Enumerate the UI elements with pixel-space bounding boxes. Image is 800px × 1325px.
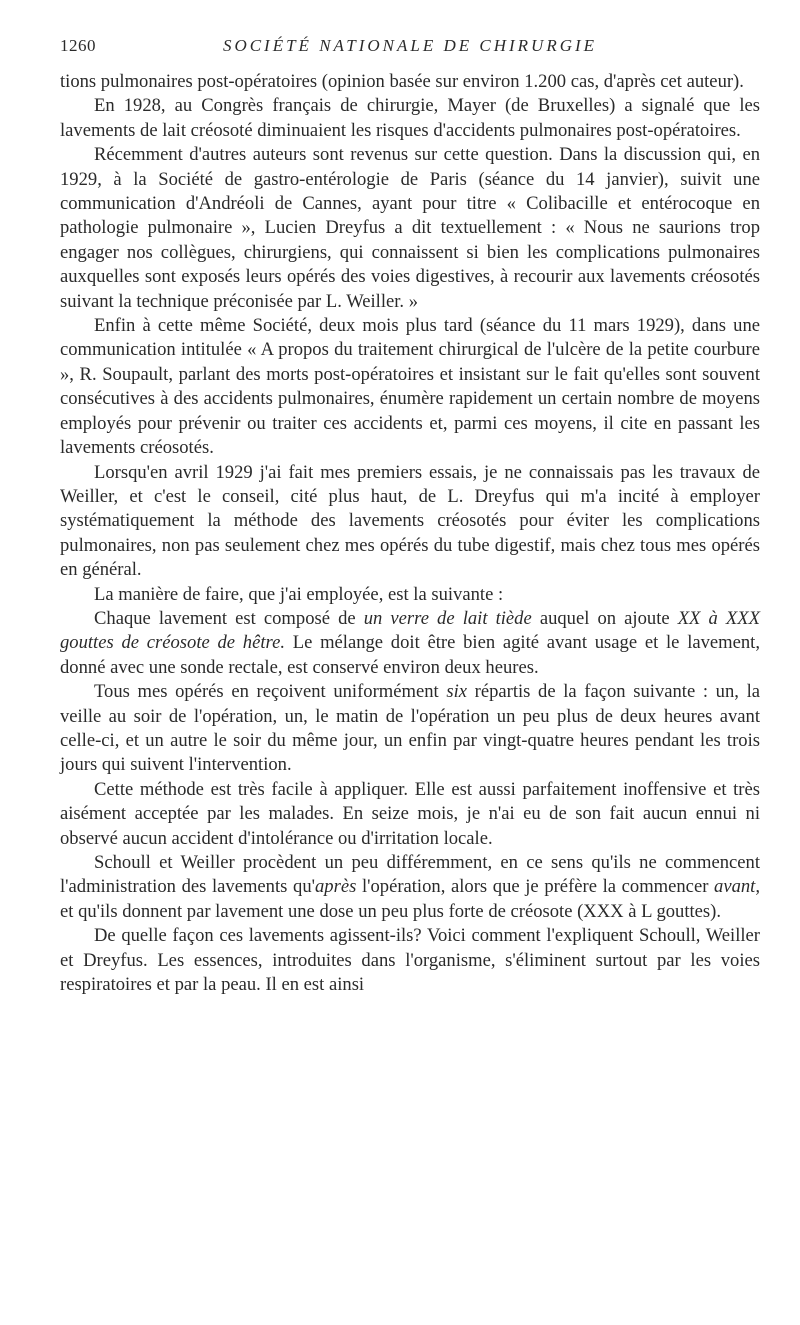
book-page — [60, 36, 760, 997]
paragraph-6: La manière de faire, que j'ai employée, est la suivante : — [94, 583, 504, 605]
paragraph-3: Récemment d'autres auteurs sont revenus sur cette question. Dans la discussion qui, en 1929, à la Société de gastro-entérologie de Paris (séance du 14 janvier), suivit une communication d'Andréoli de Cannes, ayant pour titre « Colibacille et entérocoque en pathologie pulmonaire », Lucien Dreyfus a dit textuellement : « Nous ne saurions trop engager nos collègues, chirurgiens, qui connaissent si bien les complications pulmonaires auxquelles sont exposés leurs opérés des voies digestives, à recourir aux lavements créosotés suivant la technique préconisée par L. Weiller. » — [60, 144, 760, 312]
paragraph-7-part-3: Le mélange doit être bien agité avant usage et le lavement, donné avec une sonde rectale, est conservé environ deux heures. — [60, 632, 760, 678]
paragraph-11: De quelle façon ces lavements agissent-ils? Voici comment l'expliquent Schoull, Weiller et Dreyfus. Les essences, introduites dans l'organisme, s'éliminent surtout par les voies respiratoires et par la peau. Il en est ainsi — [60, 925, 760, 996]
paragraph-10-part-1: Schoull et Weiller procèdent un peu différemment, en ce sens qu'ils ne commencent l'administration des lavements qu' — [60, 852, 760, 898]
paragraph-10 — [60, 851, 760, 924]
paragraph-10-part-3: et qu'ils donnent par lavement une dose un peu plus forte de créosote (XXX à L gouttes). — [60, 900, 722, 922]
paragraph-4: Enfin à cette même Société, deux mois plus tard (séance du 11 mars 1929), dans une communication intitulée « A propos du traitement chirurgical de l'ulcère de la petite courbure », R. Soupault, parlant des morts post-opératoires et insistant sur le fait qu'elles sont souvent consécutives à des accidents pulmonaires, énumère rapidement un certain nombre de moyens employés pour prévenir ou traiter ces accidents et, parmi ces moyens, il cite en passant les lavements créosotés. — [60, 315, 760, 459]
paragraph-1: tions pulmonaires post-opératoires (opinion basée sur environ 1.200 cas, d'après cet auteur). — [60, 71, 744, 92]
paragraph-7-emphasis-1: un verre de lait tiède — [363, 607, 532, 629]
paragraph-9: Cette méthode est très facile à appliquer. Elle est aussi parfaitement inoffensive et très aisément acceptée par les malades. En seize mois, je n'ai eu de son fait aucun ennui ni observé aucun accident d'intolérance ou d'irritation locale. — [60, 778, 760, 849]
paragraph-7-part-2: auquel on ajoute — [531, 607, 678, 629]
paragraph-2: En 1928, au Congrès français de chirurgie, Mayer (de Bruxelles) a signalé que les lavements de lait créosoté diminuaient les risques d'accidents pulmonaires post-opératoires. — [60, 95, 760, 141]
paragraph-7-emphasis-2: XX à XXX gouttes de créosote de hêtre. — [60, 607, 760, 654]
body-text — [60, 70, 760, 997]
paragraph-8-part-2: répartis de la façon suivante : un, la veille au soir de l'opération, un, le matin de l'opération un peu plus de deux heures avant celle-ci, et un autre le soir du même jour, un enfin par vingt-quatre heures pendant les trois jours qui suivent l'intervention. — [60, 681, 760, 776]
paragraph-7-part-1: Chaque lavement est composé de — [94, 607, 364, 629]
paragraph-8 — [60, 680, 760, 778]
paragraph-5: Lorsqu'en avril 1929 j'ai fait mes premiers essais, je ne connaissais pas les travaux de Weiller, et c'est le conseil, cité plus haut, de L. Dreyfus qui m'a incité à employer systématiquement la méthode des lavements créosotés pour éviter les complications pulmonaires, non pas seulement chez mes opérés du tube digestif, mais chez tous mes opérés en général. — [60, 461, 760, 581]
paragraph-10-emphasis-1: après — [314, 876, 357, 898]
running-head — [60, 36, 760, 64]
page-number: 1260 — [60, 36, 96, 55]
paragraph-7 — [60, 607, 760, 680]
paragraph-8-part-1: Tous mes opérés en reçoivent uniformément — [94, 681, 447, 703]
journal-title: SOCIÉTÉ NATIONALE DE CHIRURGIE — [222, 36, 598, 55]
paragraph-10-part-2: l'opération, alors que je préfère la commencer — [356, 876, 715, 898]
paragraph-8-emphasis-1: six — [446, 681, 467, 703]
paragraph-10-emphasis-2: avant, — [714, 876, 760, 898]
